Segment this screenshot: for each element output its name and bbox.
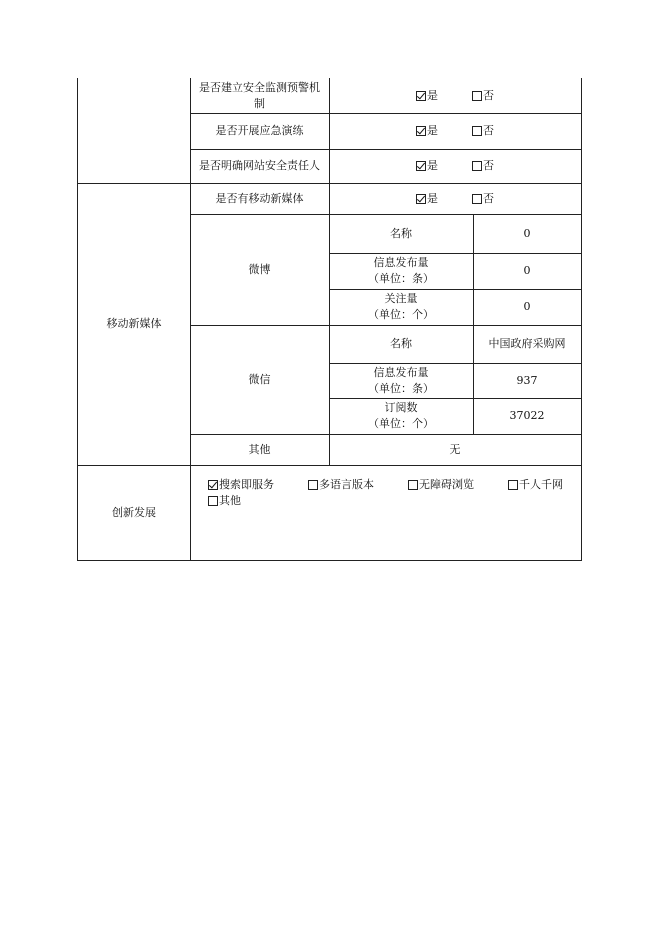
checked-box-icon bbox=[208, 480, 218, 490]
wechat-posts-label bbox=[329, 363, 474, 399]
wechat-label: 微信 bbox=[190, 325, 330, 435]
weibo-followers-label bbox=[329, 289, 474, 326]
weibo-name-value: 0 bbox=[473, 214, 582, 254]
security-officer-no-option[interactable] bbox=[472, 158, 494, 174]
innovation-options-cell bbox=[190, 465, 582, 561]
has-mobile-media-no-option[interactable] bbox=[472, 191, 494, 207]
weibo-followers-value: 0 bbox=[473, 289, 582, 326]
has-mobile-media-answer bbox=[329, 183, 582, 215]
monitoring-warning-no-option[interactable] bbox=[472, 88, 494, 104]
empty-box-icon bbox=[408, 480, 418, 490]
other-media-label: 其他 bbox=[190, 434, 330, 466]
empty-box-icon bbox=[472, 126, 482, 136]
weibo-posts-label bbox=[329, 253, 474, 290]
wechat-subscribers-value: 37022 bbox=[473, 398, 582, 435]
no-label: 否 bbox=[483, 124, 494, 137]
option-label: 无障碍浏览 bbox=[419, 478, 474, 491]
innovation-section-label: 创新发展 bbox=[77, 465, 191, 561]
has-mobile-media-yes-option[interactable] bbox=[416, 191, 472, 207]
checked-box-icon bbox=[416, 91, 426, 101]
security-section-cell bbox=[77, 78, 191, 184]
emergency-drill-no-option[interactable] bbox=[472, 123, 494, 139]
innovation-option-accessibility[interactable] bbox=[408, 477, 508, 493]
innovation-option-personalized[interactable] bbox=[508, 477, 568, 493]
wechat-name-value: 中国政府采购网 bbox=[473, 325, 582, 364]
innovation-option-search-service[interactable] bbox=[208, 477, 308, 493]
monitoring-warning-label-line1: 是否建立安全监测预警机 bbox=[199, 80, 320, 94]
innovation-option-multilingual[interactable] bbox=[308, 477, 408, 493]
weibo-posts-value: 0 bbox=[473, 253, 582, 290]
option-label: 搜索即服务 bbox=[219, 478, 274, 491]
empty-box-icon bbox=[308, 480, 318, 490]
empty-box-icon bbox=[472, 91, 482, 101]
yes-label: 是 bbox=[427, 191, 438, 205]
checked-box-icon bbox=[416, 161, 426, 171]
monitoring-warning-yes-option[interactable] bbox=[416, 88, 472, 104]
empty-box-icon bbox=[472, 161, 482, 171]
no-label: 否 bbox=[483, 88, 494, 102]
empty-box-icon bbox=[472, 194, 482, 204]
checked-box-icon bbox=[416, 194, 426, 204]
mobile-media-section-label: 移动新媒体 bbox=[77, 183, 191, 466]
emergency-drill-answer bbox=[329, 113, 582, 150]
wechat-posts-label-line2: （单位：条） bbox=[368, 381, 434, 395]
other-media-value: 无 bbox=[329, 434, 582, 466]
innovation-options bbox=[208, 477, 578, 509]
option-label: 其他 bbox=[219, 494, 241, 507]
weibo-name-label: 名称 bbox=[329, 214, 474, 254]
emergency-drill-label: 是否开展应急演练 bbox=[190, 113, 330, 150]
weibo-followers-label-line1: 关注量 bbox=[384, 292, 418, 305]
monitoring-warning-label bbox=[190, 78, 330, 114]
wechat-subscribers-label bbox=[329, 398, 474, 435]
emergency-drill-yes-option[interactable] bbox=[416, 123, 472, 139]
empty-box-icon bbox=[508, 480, 518, 490]
weibo-posts-label-line1: 信息发布量 bbox=[373, 256, 429, 269]
no-label: 否 bbox=[483, 159, 494, 172]
security-officer-answer bbox=[329, 149, 582, 184]
security-officer-label: 是否明确网站安全责任人 bbox=[190, 149, 330, 184]
monitoring-warning-answer bbox=[329, 78, 582, 114]
empty-box-icon bbox=[208, 496, 218, 506]
has-mobile-media-label: 是否有移动新媒体 bbox=[190, 183, 330, 215]
weibo-label: 微博 bbox=[190, 214, 330, 326]
wechat-posts-label-line1: 信息发布量 bbox=[373, 365, 429, 379]
yes-label: 是 bbox=[427, 124, 438, 137]
wechat-subscribers-label-line2: （单位：个） bbox=[368, 417, 434, 430]
no-label: 否 bbox=[483, 191, 494, 205]
innovation-option-other[interactable] bbox=[208, 493, 308, 509]
weibo-followers-label-line2: （单位：个） bbox=[368, 308, 434, 321]
option-label: 千人千网 bbox=[519, 478, 563, 491]
option-label: 多语言版本 bbox=[319, 478, 374, 491]
security-officer-yes-option[interactable] bbox=[416, 158, 472, 174]
wechat-name-label: 名称 bbox=[329, 325, 474, 364]
yes-label: 是 bbox=[427, 88, 438, 102]
checked-box-icon bbox=[416, 126, 426, 136]
yes-label: 是 bbox=[427, 159, 438, 172]
report-table bbox=[77, 78, 582, 561]
wechat-subscribers-label-line1: 订阅数 bbox=[384, 401, 418, 414]
wechat-posts-value: 937 bbox=[473, 363, 582, 399]
weibo-posts-label-line2: （单位：条） bbox=[368, 272, 434, 285]
monitoring-warning-label-line2: 制 bbox=[254, 96, 265, 110]
